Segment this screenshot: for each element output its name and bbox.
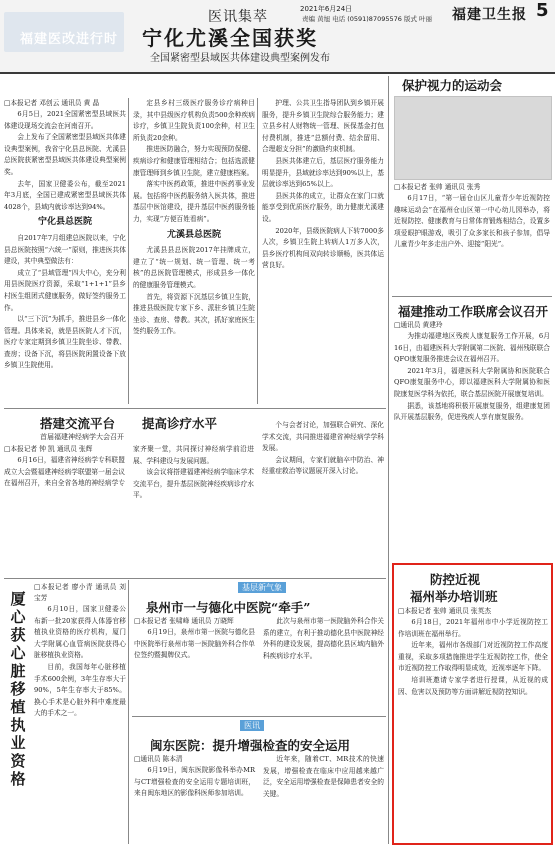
section-label: 医讯 xyxy=(240,720,264,731)
lead-subheadline: 全国紧密型县域医共体建设典型案例发布 xyxy=(150,53,330,64)
sports-meet-title: 保护视力的运动会 xyxy=(402,78,503,93)
myopia-byline: □本报记者 张帅 通讯员 张英杰 xyxy=(398,607,491,615)
quanzhou-byline: □本报记者 张啸峰 通讯员 万晓辉 xyxy=(134,617,234,625)
lead-paragraph: 首先，将资源下沉基层乡镇卫生院，推进县级医院专家下乡、派驻乡镇卫生院坐诊、查房、带教。其次，抓好家庭医生签约服务工作。 xyxy=(133,292,255,336)
lead-paragraph: 县医共体建立后，基层医疗服务能力明显提升，县域就诊率达到90%以上，基层就诊率达到65%以上。 xyxy=(262,156,384,189)
article-paragraph: 6月17日，“第一届仓山区儿童青少年近视防控趣味运动会”在福州仓山区第一中心幼儿园举办，将近视防控、健康教育与日常体育锻炼相结合，设置多项爱眼护眼游戏，吸引了众多家长和孩子参加，倡导儿童青少年多走出户外、迎接“阳光”。 xyxy=(394,194,550,249)
lead-column-2 xyxy=(133,98,255,404)
section-divider xyxy=(4,578,386,579)
article-paragraph: 6月19日，闽东医院影像科举办MR与CT增强检查的安全运用专题培训班，来自闽东地区的影像科医师参加培训。 xyxy=(134,766,255,798)
rehab-meeting-byline: □通讯员 黄建玲 xyxy=(394,321,443,329)
article-paragraph: 该会议将搭建福建神经病学临床学术交流平台，提升基层医院神经疾病诊疗水平。 xyxy=(133,468,254,500)
myopia-title-2: 福州举办培训班 xyxy=(410,589,498,604)
lead-paragraph: 落实中医药政策，推进中医药事业发展。包括将中医药服务纳入医共体，推进基层中医馆建设，提升基层中医药服务能力，实现“方便百姓看病”。 xyxy=(133,180,255,223)
article-paragraph: 为推动福建地区残疾人康复服务工作开展，6月16日，由福建医科大学附属第二医院、福州残联联合QFO康复服务推进会议在福州召开。 xyxy=(394,332,550,364)
sports-meet-photo xyxy=(394,96,552,180)
column-logo-text: 福建医改进行时 xyxy=(20,32,119,47)
lead-paragraph: 2020年，县级医院病人下转7000多人次，乡镇卫生院上转病人1万多人次，县乡医疗机构间双向转诊顺畅，医共体运营良好。 xyxy=(262,226,384,270)
neuro-article-continued xyxy=(262,420,384,574)
neuro-title-b: 提高诊疗水平 xyxy=(142,416,218,431)
lead-paragraph: 护理、公共卫生指导团队到乡镇开展服务，提升乡镇卫生院综合服务能力；建立县乡村人财物统一管理、医保基金打包付费机制，推进“总额付费、结余留用、合理超支分担”的激励约束机制。 xyxy=(262,99,384,154)
rehab-meeting-article xyxy=(394,320,550,558)
article-paragraph: 培训班邀请专家学者进行授课，从近视的成因、危害以及预防等方面讲解近视防控知识。 xyxy=(398,675,548,696)
column-divider xyxy=(128,98,129,404)
article-paragraph: 6月16日，福建省神经病学专科联盟成立大会暨福建神经病学联盟第一届会议在福州召开，来自全省各地的神经病学专家齐聚一堂，共同探讨神经病学前沿进展、学科建设与发展问题。 xyxy=(4,445,254,488)
lead-paragraph: 去年，国家卫健委公布，截至2021年3月底，全国已建成紧密型县域医共体4028个，县域内就诊率达到94%。 xyxy=(4,179,126,211)
right-rail-divider xyxy=(388,76,389,844)
article-paragraph: 个与会者讨论，加强联合研究、深化学术交流，共同推进福建省神经病学学科发展。 xyxy=(262,421,384,453)
section-name: 医讯集萃 xyxy=(208,9,268,25)
section-label: 基层新气象 xyxy=(238,582,286,593)
quanzhou-article xyxy=(134,616,384,714)
lead-paragraph: 尤溪县县总医院2017年挂牌成立，建立了“统一规划、统一管理、统一考核”的总医院管理模式，形成县乡一体化的健康服务管理模式。 xyxy=(133,246,255,289)
neuro-byline: □本报记者 钟 凯 通讯员 张辉 xyxy=(4,445,93,453)
neuro-subtitle: 首届福建神经病学大会召开 xyxy=(40,433,124,441)
lead-subtitle-youxi: 尤溪县总医院 xyxy=(166,229,221,240)
mindong-byline: □通讯员 陈本清 xyxy=(134,755,183,763)
lead-paragraph: 推进医防融合，努力实现预防保健、疾病诊疗和健康管理相结合；包括选派健康管理师到乡镇卫生院，建立健康档案。 xyxy=(133,145,255,177)
lead-paragraph: 会上发布了全国紧密型县域医共体建设典型案例，我省宁化县总医院、尤溪县总医院获紧密型县域医共体建设典型案例奖。 xyxy=(4,133,126,176)
section-divider xyxy=(4,408,386,409)
heart-transplant-byline: □本报记者 廖小青 通讯员 刘宝芳 xyxy=(34,583,126,602)
article-paragraph: 会议期间，专家们就脑卒中防治、神经重症救治等议题展开深入讨论。 xyxy=(262,455,384,476)
neuro-article xyxy=(4,444,254,574)
sports-meet-byline: □本报记者 张帅 通讯员 张秀 xyxy=(394,183,481,191)
heart-transplant-vertical-title: 厦心获心脏移植执业资格 xyxy=(10,590,26,788)
quanzhou-title: 泉州市一与德化中医院“牵手” xyxy=(146,600,311,615)
article-paragraph: 6月19日，泉州市第一医院与德化县中医院举行泉州市第一医院脑外科合作单位签约暨揭牌仪式。 xyxy=(134,628,255,660)
section-divider xyxy=(132,716,386,717)
lead-paragraph: 以“三下沉”为抓手，推进县乡一体化管理。具体来说，就是县医院人才下沉，医疗专家定期到乡镇卫生院坐诊、带教、查房；设备下沉，将县医院闲置设备下放乡镇卫生院使用。 xyxy=(4,315,126,370)
page-number: 5 xyxy=(536,0,549,21)
rehab-meeting-title: 福建推动工作联席会议召开 xyxy=(398,304,549,319)
myopia-title-1: 防控近视 xyxy=(430,572,481,587)
myopia-article xyxy=(398,606,548,840)
newspaper-masthead: 福建卫生报 xyxy=(452,7,527,23)
lead-paragraph: 定县乡村三级医疗服务诊疗病种目录，其中县级医疗机构负责500余种疾病诊疗，乡镇卫生院负责100余种，村卫生所负责20余种。 xyxy=(133,99,255,142)
lead-headline: 宁化尤溪全国获奖 xyxy=(142,26,318,50)
neuro-title-a: 搭建交流平台 xyxy=(40,416,116,431)
article-paragraph: 6月18日，2021年福州市中小学近视防控工作培训班在福州举行。 xyxy=(398,618,548,638)
column-divider xyxy=(128,580,129,844)
mindong-article xyxy=(134,754,384,844)
mindong-title: 闽东医院：提升增强检查的安全运用 xyxy=(150,738,351,753)
issue-date: 2021年6月24日 xyxy=(300,5,353,13)
article-paragraph: 6月10日，国家卫健委公布新一批20家获得人体器官移植执业资格的医疗机构，厦门大学附属心血管病医院获得心脏移植执业资格。 xyxy=(34,605,126,660)
article-paragraph: 目前，我国每年心脏移植手术600余例，3年生存率大于90%，5年生存率大于85%。换心手术是心脏外科中难度最大的手术之一。 xyxy=(34,662,126,718)
article-paragraph: 此次与泉州市第一医院脑外科合作关系的建立，有利于推动德化县中医院神经外科的建设发展，提高德化县区域内脑外科疾病诊疗水平。 xyxy=(263,617,384,660)
lead-paragraph: 自2017年7月组建总医院以来，宁化县总医院按照“六统一”原则，推进医共体建设，其中典型做法有： xyxy=(4,233,126,266)
lead-byline: □本报记者 邓创云 通讯员 黄 晶 xyxy=(4,99,100,107)
lead-paragraph: 县医共体的成立，让群众在家门口就能享受到优质医疗服务，助力健康尤溪建设。 xyxy=(262,191,384,223)
lead-column-3 xyxy=(262,98,384,404)
article-paragraph: 近年来，福州市各级部门对近视防控工作高度重视，采取多项措施推进学生近视防控工作，使全市近视防控工作取得明显成效，近视率逐年下降。 xyxy=(398,641,548,673)
editor-info: 责编 黄旭 电话 (0591)87095576 版式 叶丽 xyxy=(302,15,433,23)
sports-meet-article xyxy=(394,182,550,292)
article-paragraph: 近年来，随着CT、MR技术的快速发展，增强检查在临床中应用越来越广泛，安全运用增强检查是保障患者安全的关键。 xyxy=(263,755,384,798)
heart-transplant-article xyxy=(34,582,126,844)
article-paragraph: 据悉，该基地将积极开展康复服务，组建康复团队开展基层服务，促进残疾人享有康复服务。 xyxy=(394,401,550,422)
column-divider xyxy=(257,98,258,404)
lead-paragraph: 成立了“县域管理”四大中心，充分利用县医院医疗资源，采取“1+1+1”县乡村医生组团式健康服务，做好签约服务工作。 xyxy=(4,268,126,312)
lead-paragraph: 6月5日，2021全国紧密型县域医共体建设现场交流会在河南召开。 xyxy=(4,110,126,130)
section-divider xyxy=(392,296,552,297)
lead-subtitle-ninghua: 宁化县总医院 xyxy=(37,217,92,228)
lead-column-1 xyxy=(4,98,126,404)
article-paragraph: 2021年3月，福建医科大学附属协和医院联合QFO康复服务中心，即以福建医科大学附属协和医院康复医学科为依托，联合基层医院开展康复培训。 xyxy=(394,366,550,398)
